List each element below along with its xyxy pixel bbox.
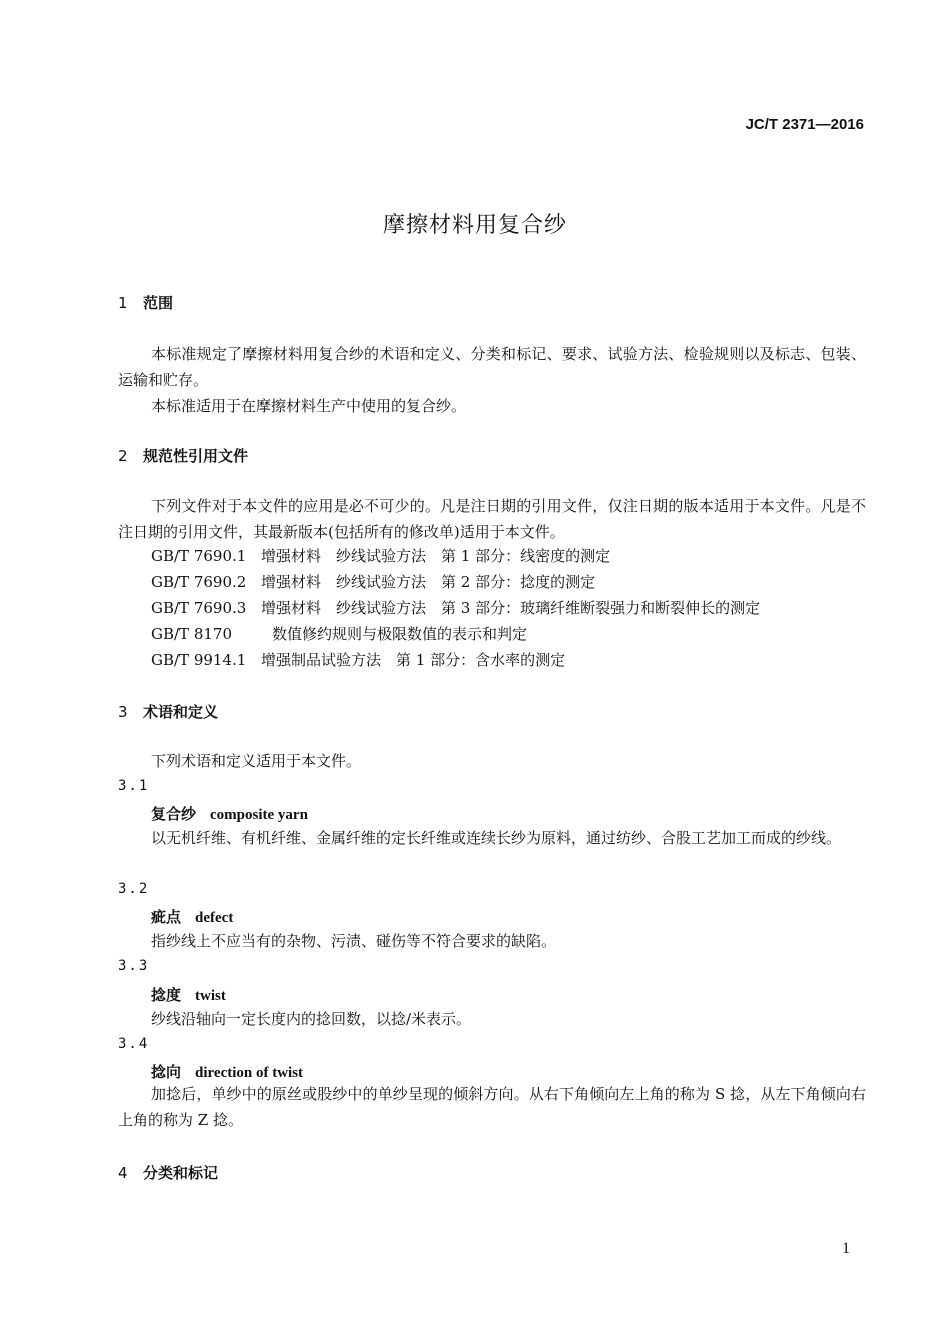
- section-title: 范围: [143, 294, 174, 312]
- reference-title: 数值修约规则与极限数值的表示和判定: [272, 625, 528, 643]
- term-number: 3.1: [118, 778, 150, 794]
- standard-code: JC/T 2371—2016: [745, 116, 864, 133]
- term-entry: [151, 906, 233, 927]
- section-title: 术语和定义: [143, 703, 219, 721]
- section-title: 分类和标记: [143, 1164, 219, 1182]
- reference-code: GB/T 7690.1: [151, 547, 247, 565]
- section-1-heading: [118, 292, 173, 313]
- scope-paragraph-2: 本标准适用于在摩擦材料生产中使用的复合纱。: [151, 397, 467, 415]
- term-chinese: 复合纱: [151, 805, 197, 823]
- terms-intro: 下列术语和定义适用于本文件。: [151, 752, 362, 770]
- reference-title: 增强材料 纱线试验方法 第 3 部分：玻璃纤维断裂强力和断裂伸长的测定: [261, 599, 761, 617]
- normative-references-intro: 下列文件对于本文件的应用是必不可少的。凡是注日期的引用文件，仅注日期的版本适用于本文件。凡是不注日期的引用文件，其最新版本(包括所有的修改单)适用于本文件。: [118, 497, 866, 541]
- document-title: 摩擦材料用复合纱: [382, 213, 567, 238]
- section-2-heading: [118, 445, 248, 466]
- term-definition: 加捻后，单纱中的原丝或股纱中的单纱呈现的倾斜方向。从右下角倾向左上角的称为 S 捻，从左下角倾向右上角的称为 Z 捻。: [118, 1085, 866, 1129]
- term-english: composite yarn: [210, 807, 308, 823]
- term-chinese: 疵点: [151, 908, 182, 926]
- term-definition: 纱线沿轴向一定长度内的捻回数，以捻/米表示。: [151, 1010, 472, 1028]
- reference-code: GB/T 7690.3: [151, 599, 247, 617]
- term-entry: [151, 1061, 303, 1082]
- term-definition: 指纱线上不应当有的杂物、污渍、碰伤等不符合要求的缺陷。: [151, 932, 557, 950]
- page-number: 1: [842, 1240, 850, 1257]
- reference-code: GB/T 7690.2: [151, 573, 247, 591]
- reference-title: 增强材料 纱线试验方法 第 2 部分：捻度的测定: [261, 573, 596, 591]
- section-3-heading: [118, 701, 218, 722]
- reference-item: [151, 545, 610, 566]
- reference-item: [151, 623, 527, 644]
- reference-title: 增强材料 纱线试验方法 第 1 部分：线密度的测定: [261, 547, 611, 565]
- term-definition: 以无机纤维、有机纤维、金属纤维的定长纤维或连续长纱为原料，通过纺纱、合股工艺加工而成的纱线。: [151, 829, 842, 847]
- section-title: 规范性引用文件: [143, 447, 249, 465]
- scope-paragraph-1: 本标准规定了摩擦材料用复合纱的术语和定义、分类和标记、要求、试验方法、检验规则以及标志、包装、运输和贮存。: [118, 345, 866, 389]
- term-entry: [151, 803, 308, 824]
- term-english: defect: [195, 910, 234, 926]
- term-english: twist: [195, 988, 226, 1004]
- reference-title: 增强制品试验方法 第 1 部分：含水率的测定: [261, 651, 566, 669]
- term-chinese: 捻向: [151, 1063, 182, 1081]
- section-number: 2: [118, 447, 128, 465]
- section-number: 4: [118, 1164, 128, 1182]
- section-number: 3: [118, 703, 128, 721]
- section-number: 1: [118, 294, 128, 312]
- term-number: 3.3: [118, 958, 150, 974]
- reference-code: GB/T 9914.1: [151, 651, 247, 669]
- reference-code: GB/T 8170: [151, 625, 233, 643]
- term-entry: [151, 984, 226, 1005]
- reference-item: [151, 571, 595, 592]
- section-4-heading: [118, 1162, 218, 1183]
- term-english: direction of twist: [195, 1065, 304, 1081]
- reference-item: [151, 649, 565, 670]
- term-number: 3.4: [118, 1036, 150, 1052]
- term-chinese: 捻度: [151, 986, 182, 1004]
- term-number: 3.2: [118, 881, 150, 897]
- reference-item: [151, 597, 760, 618]
